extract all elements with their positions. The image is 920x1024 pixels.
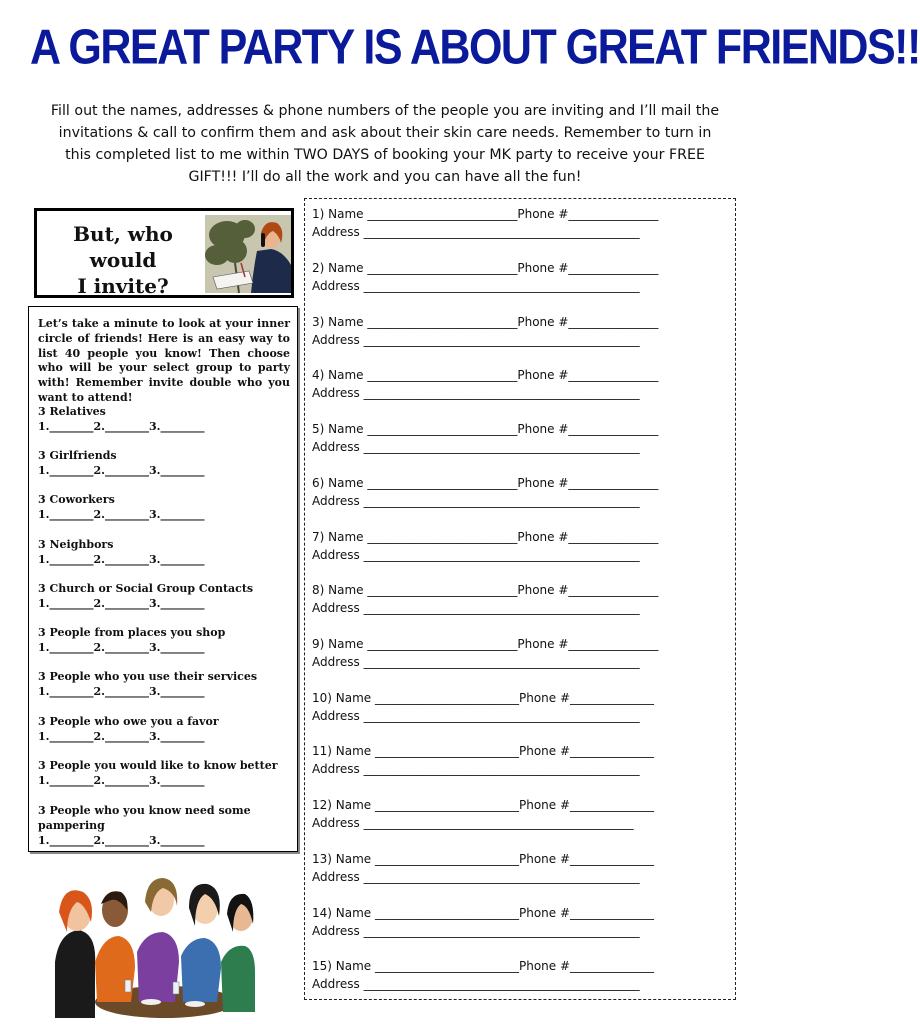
page-title: A GREAT PARTY IS ABOUT GREAT FRIENDS!! bbox=[30, 20, 920, 76]
guest-entry bbox=[312, 205, 730, 241]
phone-blank: Phone #______________ bbox=[518, 959, 655, 973]
intro-line: GIFT!!! I’ll do all the work and you can have all the fun! bbox=[188, 169, 582, 185]
category-title: 3 Girlfriends bbox=[38, 449, 117, 462]
guest-name-field[interactable] bbox=[312, 742, 730, 760]
guest-entry bbox=[312, 689, 730, 725]
intro-paragraph bbox=[30, 100, 740, 188]
guest-name-field[interactable] bbox=[312, 313, 730, 331]
category-title: 3 Neighbors bbox=[38, 538, 114, 551]
phone-blank: Phone #_______________ bbox=[517, 261, 659, 275]
guest-name-field[interactable] bbox=[312, 635, 730, 653]
category-title: 3 People from places you shop bbox=[38, 626, 226, 639]
category-item bbox=[38, 758, 290, 788]
intro-line: Fill out the names, addresses & phone numbers of the people you are inviting and I’ll mail the bbox=[50, 103, 720, 119]
guest-name-field[interactable] bbox=[312, 957, 730, 975]
category-title: 3 Relatives bbox=[38, 405, 106, 418]
intro-line: invitations & call to confirm them and ask about their skin care needs. Remember to turn in bbox=[58, 125, 712, 141]
guest-entry bbox=[312, 796, 730, 832]
category-title: 3 People who you know need some pampering bbox=[38, 804, 251, 832]
name-blank: 7) Name _________________________ bbox=[312, 530, 518, 544]
friends-party-illustration bbox=[55, 852, 255, 1018]
name-blank: 11) Name ________________________ bbox=[312, 744, 519, 758]
category-blanks[interactable]: 1.________2.________3.________ bbox=[38, 508, 205, 521]
guest-entry bbox=[312, 528, 730, 564]
category-item bbox=[38, 625, 290, 655]
phone-blank: Phone #_______________ bbox=[517, 368, 659, 382]
guest-name-field[interactable] bbox=[312, 528, 730, 546]
name-blank: 6) Name _________________________ bbox=[312, 476, 518, 490]
guest-address-field[interactable]: Address ______________________________________________ bbox=[312, 333, 640, 347]
name-blank: 3) Name _________________________ bbox=[312, 315, 518, 329]
category-blanks[interactable]: 1.________2.________3.________ bbox=[38, 774, 205, 787]
guest-address-field[interactable]: Address ______________________________________________ bbox=[312, 601, 640, 615]
guest-address-field[interactable]: Address ______________________________________________ bbox=[312, 924, 640, 938]
category-item bbox=[38, 803, 290, 848]
guest-name-field[interactable] bbox=[312, 904, 730, 922]
guest-entry bbox=[312, 581, 730, 617]
name-blank: 2) Name _________________________ bbox=[312, 261, 518, 275]
who-to-invite-heading bbox=[43, 221, 203, 299]
guest-address-field[interactable]: Address ______________________________________________ bbox=[312, 386, 640, 400]
phone-blank: Phone #_______________ bbox=[517, 530, 659, 544]
name-blank: 13) Name ________________________ bbox=[312, 852, 519, 866]
guest-entry bbox=[312, 957, 730, 993]
guest-name-field[interactable] bbox=[312, 796, 730, 814]
name-blank: 9) Name _________________________ bbox=[312, 637, 518, 651]
category-item bbox=[38, 492, 290, 522]
guest-address-field[interactable]: Address ______________________________________________ bbox=[312, 655, 640, 669]
guest-entry bbox=[312, 366, 730, 402]
name-blank: 15) Name ________________________ bbox=[312, 959, 519, 973]
woman-on-phone-illustration bbox=[205, 215, 291, 293]
friend-circle-instructions: Let’s take a minute to look at your inner circle of friends! Here is an easy way to list 40 people you know! Then choose who will be your select group to party with! Remember invite double who you want to attend! bbox=[38, 317, 290, 404]
who-to-invite-box bbox=[34, 208, 294, 298]
category-title: 3 Church or Social Group Contacts bbox=[38, 582, 254, 595]
guest-name-field[interactable] bbox=[312, 420, 730, 438]
guest-address-field[interactable]: Address ______________________________________________ bbox=[312, 762, 640, 776]
category-blanks[interactable]: 1.________2.________3.________ bbox=[38, 641, 205, 654]
guest-name-field[interactable] bbox=[312, 259, 730, 277]
phone-blank: Phone #______________ bbox=[518, 744, 655, 758]
guest-entry bbox=[312, 313, 730, 349]
guest-entry bbox=[312, 850, 730, 886]
who-to-invite-line: I invite? bbox=[77, 274, 169, 298]
intro-line: this completed list to me within TWO DAYS of booking your MK party to receive your FREE bbox=[65, 147, 705, 163]
name-blank: 1) Name _________________________ bbox=[312, 207, 518, 221]
category-item bbox=[38, 714, 290, 744]
guest-name-field[interactable] bbox=[312, 205, 730, 223]
name-blank: 10) Name ________________________ bbox=[312, 691, 519, 705]
guest-entry bbox=[312, 904, 730, 940]
phone-blank: Phone #______________ bbox=[518, 906, 655, 920]
category-blanks[interactable]: 1.________2.________3.________ bbox=[38, 420, 205, 433]
guest-address-field[interactable]: Address ______________________________________________ bbox=[312, 440, 640, 454]
guest-entry bbox=[312, 420, 730, 456]
guest-entry bbox=[312, 474, 730, 510]
name-blank: 12) Name ________________________ bbox=[312, 798, 519, 812]
phone-blank: Phone #_______________ bbox=[517, 476, 659, 490]
guest-address-field[interactable]: Address ______________________________________________ bbox=[312, 870, 640, 884]
guest-address-field[interactable]: Address ______________________________________________ bbox=[312, 548, 640, 562]
phone-blank: Phone #_______________ bbox=[517, 315, 659, 329]
guest-entry bbox=[312, 259, 730, 295]
category-blanks[interactable]: 1.________2.________3.________ bbox=[38, 730, 205, 743]
name-blank: 14) Name ________________________ bbox=[312, 906, 519, 920]
guest-entry bbox=[312, 742, 730, 778]
friend-circle-box bbox=[28, 306, 298, 852]
guest-name-field[interactable] bbox=[312, 689, 730, 707]
guest-list-box bbox=[304, 198, 736, 1000]
category-blanks[interactable]: 1.________2.________3.________ bbox=[38, 685, 205, 698]
category-title: 3 People you would like to know better bbox=[38, 759, 278, 772]
guest-name-field[interactable] bbox=[312, 581, 730, 599]
phone-blank: Phone #______________ bbox=[518, 691, 655, 705]
phone-blank: Phone #______________ bbox=[518, 852, 655, 866]
name-blank: 4) Name _________________________ bbox=[312, 368, 518, 382]
guest-address-field[interactable]: Address ______________________________________________ bbox=[312, 977, 640, 991]
category-item bbox=[38, 537, 290, 567]
category-title: 3 People who owe you a favor bbox=[38, 715, 219, 728]
category-blanks[interactable]: 1.________2.________3.________ bbox=[38, 597, 205, 610]
guest-address-field[interactable]: Address ______________________________________________ bbox=[312, 225, 640, 239]
category-title: 3 Coworkers bbox=[38, 493, 115, 506]
category-item bbox=[38, 448, 290, 478]
name-blank: 8) Name _________________________ bbox=[312, 583, 518, 597]
phone-blank: Phone #_______________ bbox=[517, 422, 659, 436]
guest-address-field[interactable]: Address _____________________________________________ bbox=[312, 816, 634, 830]
category-blanks[interactable]: 1.________2.________3.________ bbox=[38, 464, 205, 477]
guest-name-field[interactable] bbox=[312, 474, 730, 492]
phone-blank: Phone #_______________ bbox=[517, 637, 659, 651]
category-item bbox=[38, 581, 290, 611]
category-item bbox=[38, 404, 290, 434]
phone-blank: Phone #_______________ bbox=[517, 207, 659, 221]
name-blank: 5) Name _________________________ bbox=[312, 422, 518, 436]
guest-entry bbox=[312, 635, 730, 671]
guest-address-field[interactable]: Address ______________________________________________ bbox=[312, 494, 640, 508]
guest-name-field[interactable] bbox=[312, 850, 730, 868]
guest-address-field[interactable]: Address ______________________________________________ bbox=[312, 709, 640, 723]
phone-blank: Phone #_______________ bbox=[517, 583, 659, 597]
who-to-invite-line: But, who would bbox=[73, 222, 173, 272]
phone-blank: Phone #______________ bbox=[518, 798, 655, 812]
guest-name-field[interactable] bbox=[312, 366, 730, 384]
category-title: 3 People who you use their services bbox=[38, 670, 258, 683]
category-item bbox=[38, 669, 290, 699]
category-blanks[interactable]: 1.________2.________3.________ bbox=[38, 834, 205, 847]
category-blanks[interactable]: 1.________2.________3.________ bbox=[38, 553, 205, 566]
guest-address-field[interactable]: Address ______________________________________________ bbox=[312, 279, 640, 293]
